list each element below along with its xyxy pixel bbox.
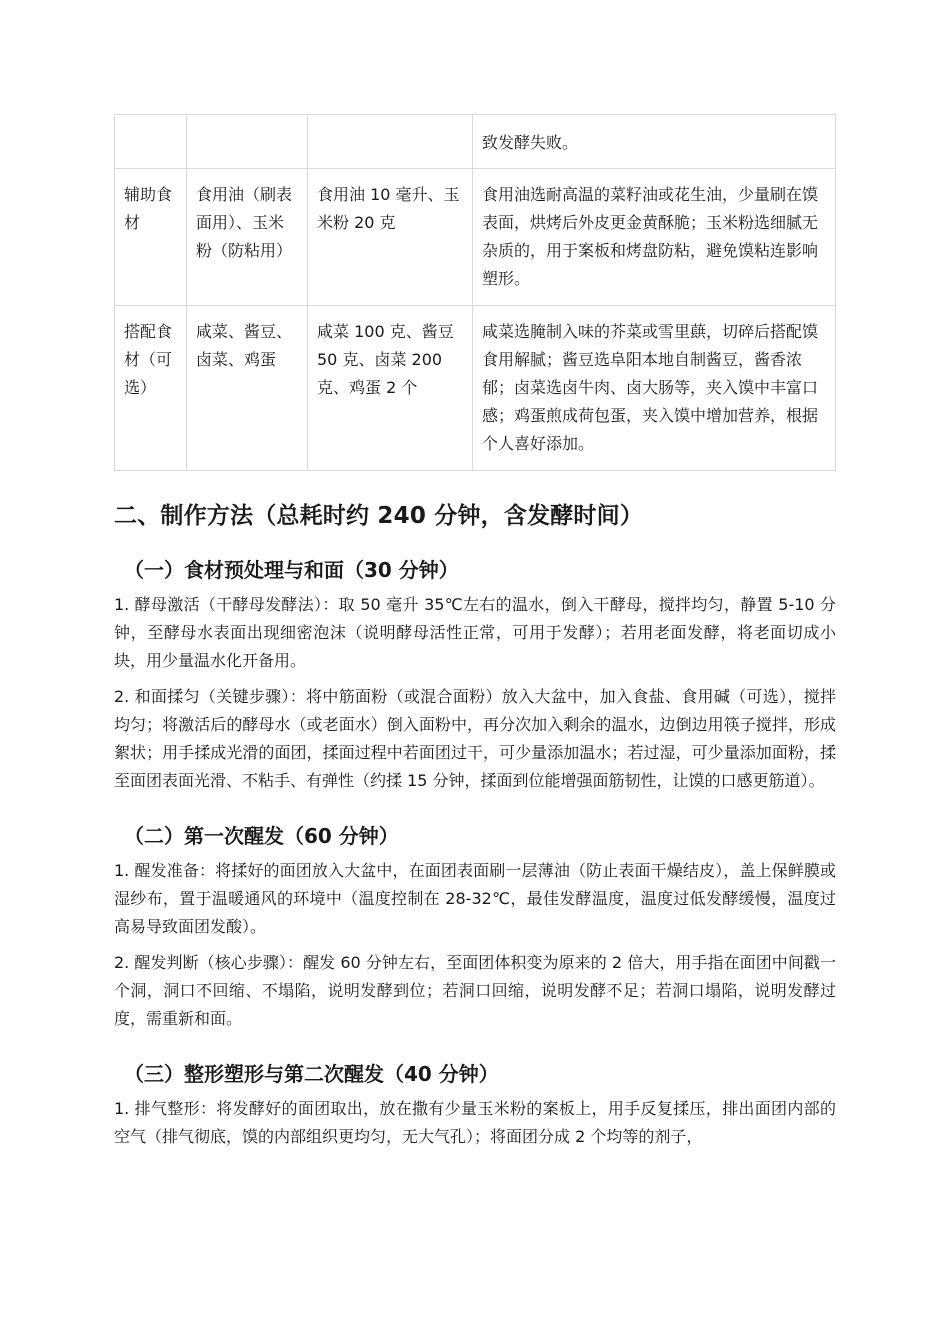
table-cell-name (115, 115, 187, 169)
step-paragraph: 1. 排气整形：将发酵好的面团取出，放在撒有少量玉米粉的案板上，用手反复揉压，排出面团内部的空气（排气彻底，馍的内部组织更均匀，无大气孔）；将面团分成 2 个均等的剂子， (114, 1099, 836, 1146)
step-paragraph: 1. 醒发准备：将揉好的面团放入大盆中，在面团表面刷一层薄油（防止表面干燥结皮），盖上保鲜膜或湿纱布，置于温暖通风的环境中（温度控制在 28-32℃，最佳发酵温度，温度过低发酵缓慢，温度过高易导致面团发酸）。 (114, 861, 836, 936)
ingredients-table (114, 114, 836, 471)
table-row (115, 306, 836, 471)
document-page (114, 114, 836, 1151)
table-cell-name: 辅助食材 (115, 169, 187, 306)
step-paragraph: 2. 醒发判断（核心步骤）：醒发 60 分钟左右，至面团体积变为原来的 2 倍大，用手指在面团中间戳一个洞，洞口不回缩、不塌陷，说明发酵到位；若洞口回缩，说明发酵不足；若洞口塌陷，说明发酵过度，需重新和面。 (114, 953, 836, 1028)
step-paragraph: 1. 酵母激活（干酵母发酵法）：取 50 毫升 35℃左右的温水，倒入干酵母，搅拌均匀，静置 5-10 分钟，至酵母水表面出现细密泡沫（说明酵母活性正常，可用于发酵）；若用老面发酵，将老面切成小块，用少量温水化开备用。 (114, 595, 836, 670)
table-cell-item: 食用油（刷表面用）、玉米粉（防粘用） (187, 169, 308, 306)
subsection-heading: （三）整形塑形与第二次醒发（40 分钟） (124, 1062, 499, 1086)
subsection-heading: （二）第一次醒发（60 分钟） (124, 824, 399, 848)
table-cell-amount (308, 115, 473, 169)
table-cell-item (187, 115, 308, 169)
table-cell-note: 咸菜选腌制入味的芥菜或雪里蕻，切碎后搭配馍食用解腻；酱豆选阜阳本地自制酱豆，酱香浓郁；卤菜选卤牛肉、卤大肠等，夹入馍中丰富口感；鸡蛋煎成荷包蛋，夹入馍中增加营养，根据个人喜好添加。 (473, 306, 836, 471)
table-cell-amount: 食用油 10 毫升、玉米粉 20 克 (308, 169, 473, 306)
table-cell-note: 致发酵失败。 (473, 115, 836, 169)
table-cell-note: 食用油选耐高温的菜籽油或花生油，少量刷在馍表面，烘烤后外皮更金黄酥脆；玉米粉选细腻无杂质的，用于案板和烤盘防粘，避免馍粘连影响塑形。 (473, 169, 836, 306)
table-cell-name: 搭配食材（可选） (115, 306, 187, 471)
table-row (115, 169, 836, 306)
step-paragraph: 2. 和面揉匀（关键步骤）：将中筋面粉（或混合面粉）放入大盆中，加入食盐、食用碱（可选），搅拌均匀；将激活后的酵母水（或老面水）倒入面粉中，再分次加入剩余的温水，边倒边用筷子搅拌，形成絮状；用手揉成光滑的面团，揉面过程中若面团过干，可少量添加温水；若过湿，可少量添加面粉，揉至面团表面光滑、不粘手、有弹性（约揉 15 分钟，揉面到位能增强面筋韧性，让馍的口感更筋道）。 (114, 687, 836, 790)
section-heading: 二、制作方法（总耗时约 240 分钟，含发酵时间） (114, 503, 644, 529)
table-cell-item: 咸菜、酱豆、卤菜、鸡蛋 (187, 306, 308, 471)
subsection-heading: （一）食材预处理与和面（30 分钟） (124, 558, 459, 582)
table-cell-amount: 咸菜 100 克、酱豆 50 克、卤菜 200 克、鸡蛋 2 个 (308, 306, 473, 471)
table-row (115, 115, 836, 169)
